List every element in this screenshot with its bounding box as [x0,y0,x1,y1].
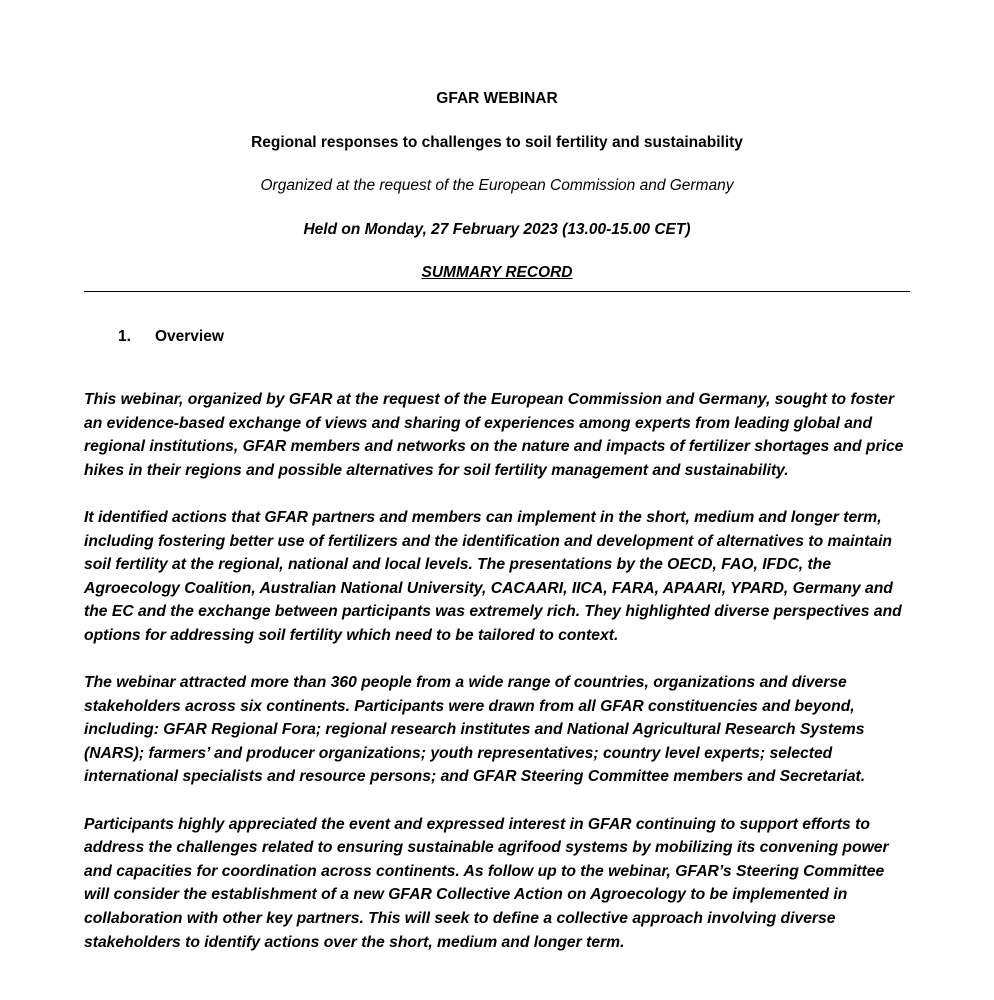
paragraph-overview-3: The webinar attracted more than 360 people from a wide range of countries, organizations and diverse stakeholders across six continents. Participants were drawn from all GFAR constituencies and beyond, including: GFAR Regional Fora; regional research institutes and National Agricultural Research Systems (NARS); farmers’ and producer organizations; youth representatives; country level experts; selected international specialists and resource persons; and GFAR Steering Committee members and Secretariat. [84,674,866,786]
organizer-line: Organized at the request of the European Commission and Germany [260,177,734,195]
section-title: Overview [154,327,224,345]
document-body [84,388,910,954]
paragraph-overview-2: It identified actions that GFAR partners and members can implement in the short, medium and longer term, including fostering better use of fertilizers and the identification and development of alternatives to maintain soil fertility at the regional, national and local levels. The presentations by the OECD, FAO, IFDC, the Agroecology Coalition, Australian National University, CACAARI, IICA, FARA, APAARI, YPARD, Germany and the EC and the exchange between participants was extremely rich. They highlighted diverse perspectives and options for addressing soil fertility which need to be tailored to context. [84,508,902,644]
paragraph-overview-4: Participants highly appreciated the event and expressed interest in GFAR continuing to support efforts to address the challenges related to ensuring sustainable agrifood systems by mobilizing its convening power and capacities for coordination across continents. As follow up to the webinar, GFAR’s Steering Committee will consider the establishment of a new GFAR Collective Action on Agroecology to be implemented in collaboration with other key partners. This will seek to define a collective approach involving diverse stakeholders to identify actions over the short, medium and longer term. [84,815,889,951]
horizontal-rule [84,291,910,292]
section-heading-overview [118,328,910,346]
summary-record-heading: SUMMARY RECORD [421,264,573,282]
title-block [84,90,910,292]
section-number: 1. [118,327,131,345]
document-title: GFAR WEBINAR [436,90,558,107]
date-line: Held on Monday, 27 February 2023 (13.00-15.00 CET) [303,220,691,238]
document-subtitle: Regional responses to challenges to soil fertility and sustainability [251,133,743,151]
paragraph-overview-1: This webinar, organized by GFAR at the request of the European Commission and Germany, sought to foster an evidence-based exchange of views and sharing of experiences among experts from leading global and regional institutions, GFAR members and networks on the nature and impacts of fertilizer shortages and price hikes in their regions and possible alternatives for soil fertility management and sustainability. [84,390,904,479]
